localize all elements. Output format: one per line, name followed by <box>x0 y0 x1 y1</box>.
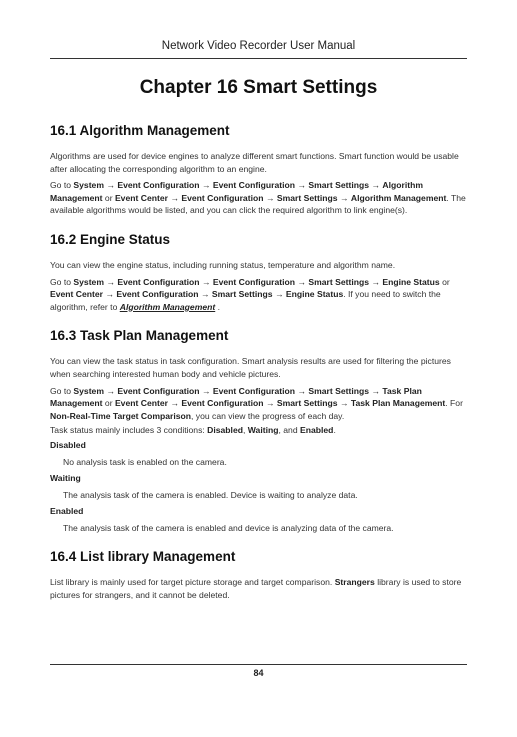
task-status-summary: Task status mainly includes 3 conditions: Disabled, Waiting, and Enabled. <box>50 425 336 436</box>
header-divider <box>50 58 467 59</box>
paragraph: List library is mainly used for target picture storage and target comparison. Strangers library is used to store pictures for strangers, and it cannot be deleted. <box>50 577 462 601</box>
paragraph: You can view the engine status, including running status, temperature and algorithm name. <box>50 259 396 270</box>
term-waiting: Waiting <box>50 473 81 484</box>
navigation-path-paragraph: Go to System → Event Configuration → Event Configuration → Smart Settings → Engine Status or Event Center → Event Configuration → Smart Settings → Engine Status. If you need to switch the algorithm, refer to Algorithm Management . <box>50 276 450 312</box>
paragraph: You can view the task status in task configuration. Smart analysis results are used for filtering the pictures when searching interested human body and vehicle pictures. <box>50 356 451 379</box>
navigation-path-paragraph: Go to System → Event Configuration → Event Configuration → Smart Settings → Task Plan Management or Event Center → Event Configuration → Smart Settings → Task Plan Management. For Non-Real-Time Target Comparison, you can view the progress of each day. <box>50 385 463 421</box>
section-heading-list-library-management: 16.4 List library Management <box>50 549 236 565</box>
definition-enabled: The analysis task of the camera is enabled and device is analyzing data of the camera. <box>63 522 394 533</box>
running-header: Network Video Recorder User Manual <box>161 40 356 52</box>
paragraph: Algorithms are used for device engines to analyze different smart functions. Smart function would be usable after allocating the corresponding algorithm to an engine. <box>50 151 459 174</box>
term-disabled: Disabled <box>50 439 86 450</box>
algorithm-management-link[interactable]: Algorithm Management <box>119 301 216 312</box>
status-definition-list <box>50 439 470 535</box>
section-heading-algorithm-management: 16.1 Algorithm Management <box>50 123 230 138</box>
definition-disabled: No analysis task is enabled on the camera. <box>63 456 227 467</box>
term-enabled: Enabled <box>50 506 84 517</box>
section-heading-task-plan-management: 16.3 Task Plan Management <box>50 328 229 344</box>
navigation-path-paragraph: Go to System → Event Configuration → Event Configuration → Smart Settings → Algorithm Management or Event Center → Event Configuration → Smart Settings → Algorithm Management. The available algorithms would be listed, and you can click the required algorithm to link engine(s). <box>50 180 466 216</box>
page-content <box>50 123 470 602</box>
section-heading-engine-status: 16.2 Engine Status <box>50 231 171 247</box>
chapter-title: Chapter 16 Smart Settings <box>139 77 378 98</box>
definition-waiting: The analysis task of the camera is enabled. Device is waiting to analyze data. <box>63 489 358 500</box>
page-number: 84 <box>253 668 264 678</box>
footer-divider <box>50 664 467 665</box>
